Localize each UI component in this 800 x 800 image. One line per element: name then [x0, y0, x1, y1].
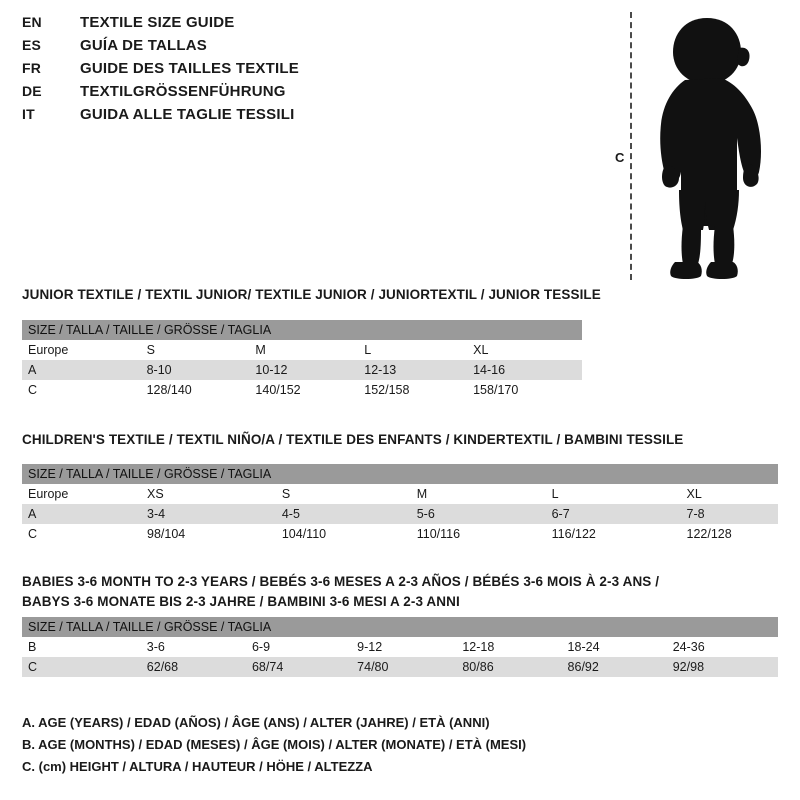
cell: 3-4	[147, 504, 282, 524]
language-code: FR	[22, 60, 42, 76]
table-row	[22, 504, 778, 524]
cell: 14-16	[473, 360, 582, 380]
row-key: C	[22, 380, 147, 400]
band-label: SIZE / TALLA / TAILLE / GRÖSSE / TAGLIA	[22, 320, 582, 340]
table-band-row	[22, 464, 778, 484]
cell: M	[255, 340, 364, 360]
cell: 104/110	[282, 524, 417, 544]
children-size-table	[22, 464, 778, 544]
table-band-row	[22, 617, 778, 637]
cell: 98/104	[147, 524, 282, 544]
cell: 3-6	[147, 637, 252, 657]
cell: 9-12	[357, 637, 462, 657]
cell: 62/68	[147, 657, 252, 677]
footnote-a: A. AGE (YEARS) / EDAD (AÑOS) / ÂGE (ANS) / ALTER (JAHRE) / ETÀ (ANNI)	[22, 715, 490, 730]
toddler-silhouette-icon	[645, 14, 775, 282]
cell: S	[282, 484, 417, 504]
footnote-b: B. AGE (MONTHS) / EDAD (MESES) / ÂGE (MOIS) / ALTER (MONATE) / ETÀ (MESI)	[22, 737, 527, 752]
cell: 8-10	[147, 360, 256, 380]
cell: 18-24	[568, 637, 673, 657]
cell: S	[147, 340, 256, 360]
junior-size-table	[22, 320, 582, 400]
row-key: Europe	[22, 484, 147, 504]
row-key: C	[22, 657, 147, 677]
cell: 140/152	[255, 380, 364, 400]
header-title: GUIDE DES TAILLES TEXTILE	[80, 60, 299, 77]
cell: 6-7	[552, 504, 687, 524]
header-row	[22, 14, 582, 37]
table-row	[22, 484, 778, 504]
cell: 86/92	[568, 657, 673, 677]
cell: 158/170	[473, 380, 582, 400]
table-row	[22, 637, 778, 657]
section-title-children: CHILDREN'S TEXTILE / TEXTIL NIÑO/A / TEXTILE DES ENFANTS / KINDERTEXTIL / BAMBINI TESSILE	[22, 432, 684, 447]
band-label: SIZE / TALLA / TAILLE / GRÖSSE / TAGLIA	[22, 464, 778, 484]
footnote-c: C. (cm) HEIGHT / ALTURA / HAUTEUR / HÖHE / ALTEZZA	[22, 759, 373, 774]
cell: 10-12	[255, 360, 364, 380]
cell: 128/140	[147, 380, 256, 400]
table-row	[22, 524, 778, 544]
header-row	[22, 37, 582, 60]
cell: 5-6	[417, 504, 552, 524]
table-row	[22, 657, 778, 677]
measure-label-c: C	[612, 148, 627, 167]
row-key: Europe	[22, 340, 147, 360]
section-title-babies-line1: BABIES 3-6 MONTH TO 2-3 YEARS / BEBÉS 3-6 MESES A 2-3 AÑOS / BÉBÉS 3-6 MOIS À 2-3 ANS /	[22, 574, 660, 589]
cell: XL	[687, 484, 779, 504]
table-row	[22, 340, 582, 360]
cell: 4-5	[282, 504, 417, 524]
header-title: TEXTILGRÖSSENFÜHRUNG	[80, 83, 286, 100]
cell: 12-18	[462, 637, 567, 657]
cell: XL	[473, 340, 582, 360]
row-key: B	[22, 637, 147, 657]
header	[22, 14, 582, 129]
language-code: IT	[22, 106, 35, 122]
cell: 116/122	[552, 524, 687, 544]
cell: 6-9	[252, 637, 357, 657]
table-row	[22, 380, 582, 400]
section-title-junior: JUNIOR TEXTILE / TEXTIL JUNIOR/ TEXTILE JUNIOR / JUNIORTEXTIL / JUNIOR TESSILE	[22, 287, 601, 302]
table-band-row	[22, 320, 582, 340]
language-code: EN	[22, 14, 42, 30]
header-row	[22, 106, 582, 129]
cell: 68/74	[252, 657, 357, 677]
cell: 24-36	[673, 637, 778, 657]
cell: 74/80	[357, 657, 462, 677]
section-title-babies	[22, 572, 659, 612]
header-title: GUÍA DE TALLAS	[80, 37, 207, 54]
cell: 122/128	[687, 524, 779, 544]
section-title-babies-line2: BABYS 3-6 MONATE BIS 2-3 JAHRE / BAMBINI 3-6 MESI A 2-3 ANNI	[22, 594, 460, 609]
cell: 152/158	[364, 380, 473, 400]
cell: 110/116	[417, 524, 552, 544]
cell: L	[364, 340, 473, 360]
row-key: A	[22, 504, 147, 524]
header-title: TEXTILE SIZE GUIDE	[80, 14, 235, 31]
cell: 7-8	[687, 504, 779, 524]
measurement-figure	[600, 10, 790, 280]
cell: 80/86	[462, 657, 567, 677]
header-title: GUIDA ALLE TAGLIE TESSILI	[80, 106, 295, 123]
cell: XS	[147, 484, 282, 504]
header-row	[22, 83, 582, 106]
table-row	[22, 360, 582, 380]
cell: 12-13	[364, 360, 473, 380]
language-code: ES	[22, 37, 42, 53]
row-key: A	[22, 360, 147, 380]
language-code: DE	[22, 83, 42, 99]
band-label: SIZE / TALLA / TAILLE / GRÖSSE / TAGLIA	[22, 617, 778, 637]
height-dashed-line	[630, 12, 632, 280]
cell: M	[417, 484, 552, 504]
header-row	[22, 60, 582, 83]
cell: L	[552, 484, 687, 504]
footnotes	[22, 712, 526, 778]
row-key: C	[22, 524, 147, 544]
cell: 92/98	[673, 657, 778, 677]
babies-size-table	[22, 617, 778, 677]
